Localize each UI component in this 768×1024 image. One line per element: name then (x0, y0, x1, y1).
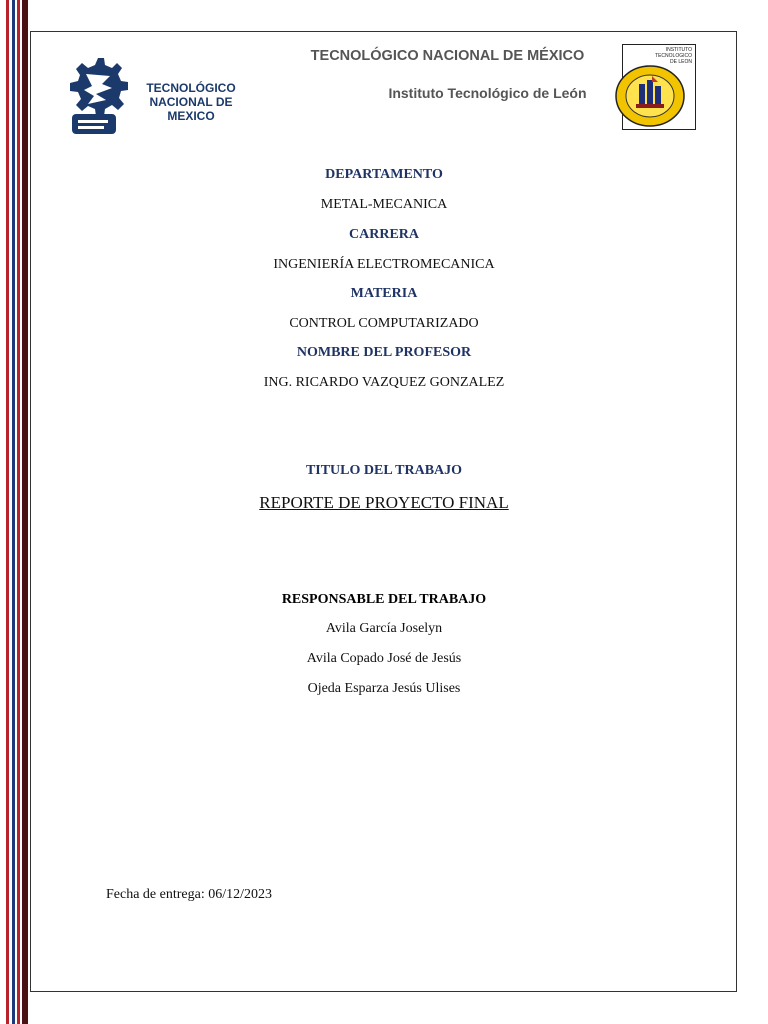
work-title-value: REPORTE DE PROYECTO FINAL (259, 493, 509, 512)
itl-seal (612, 44, 698, 132)
institution-title: TECNOLÓGICO NACIONAL DE MÉXICO (310, 48, 585, 64)
subject-label: MATERIA (350, 286, 418, 301)
delivery-date: Fecha de entrega: 06/12/2023 (106, 887, 273, 902)
seal-text: INSTITUTO TECNOLOGICO DE LEON (655, 47, 692, 65)
professor-label: NOMBRE DEL PROFESOR (296, 345, 472, 360)
responsible-name: Avila García Joselyn (325, 621, 443, 636)
institution-subtitle: Instituto Tecnológico de León (388, 85, 587, 101)
seal-emblem-icon (612, 62, 696, 130)
responsible-label: RESPONSABLE DEL TRABAJO (281, 592, 487, 607)
logo-text: TECNOLÓGICO NACIONAL DE MEXICO (146, 81, 236, 123)
career-label: CARRERA (349, 227, 419, 242)
department-label: DEPARTAMENTO (325, 167, 443, 182)
work-title-label: TITULO DEL TRABAJO (305, 463, 463, 478)
responsible-name: Ojeda Esparza Jesús Ulises (307, 681, 461, 696)
responsible-name: Avila Copado José de Jesús (306, 651, 462, 666)
career-value: INGENIERÍA ELECTROMECANICA (273, 257, 495, 272)
subject-value: CONTROL COMPUTARIZADO (289, 316, 479, 331)
tecnm-logo (66, 48, 256, 140)
gear-eagle-icon (66, 54, 130, 136)
professor-value: ING. RICARDO VAZQUEZ GONZALEZ (263, 375, 505, 390)
department-value: METAL-MECANICA (320, 197, 448, 212)
